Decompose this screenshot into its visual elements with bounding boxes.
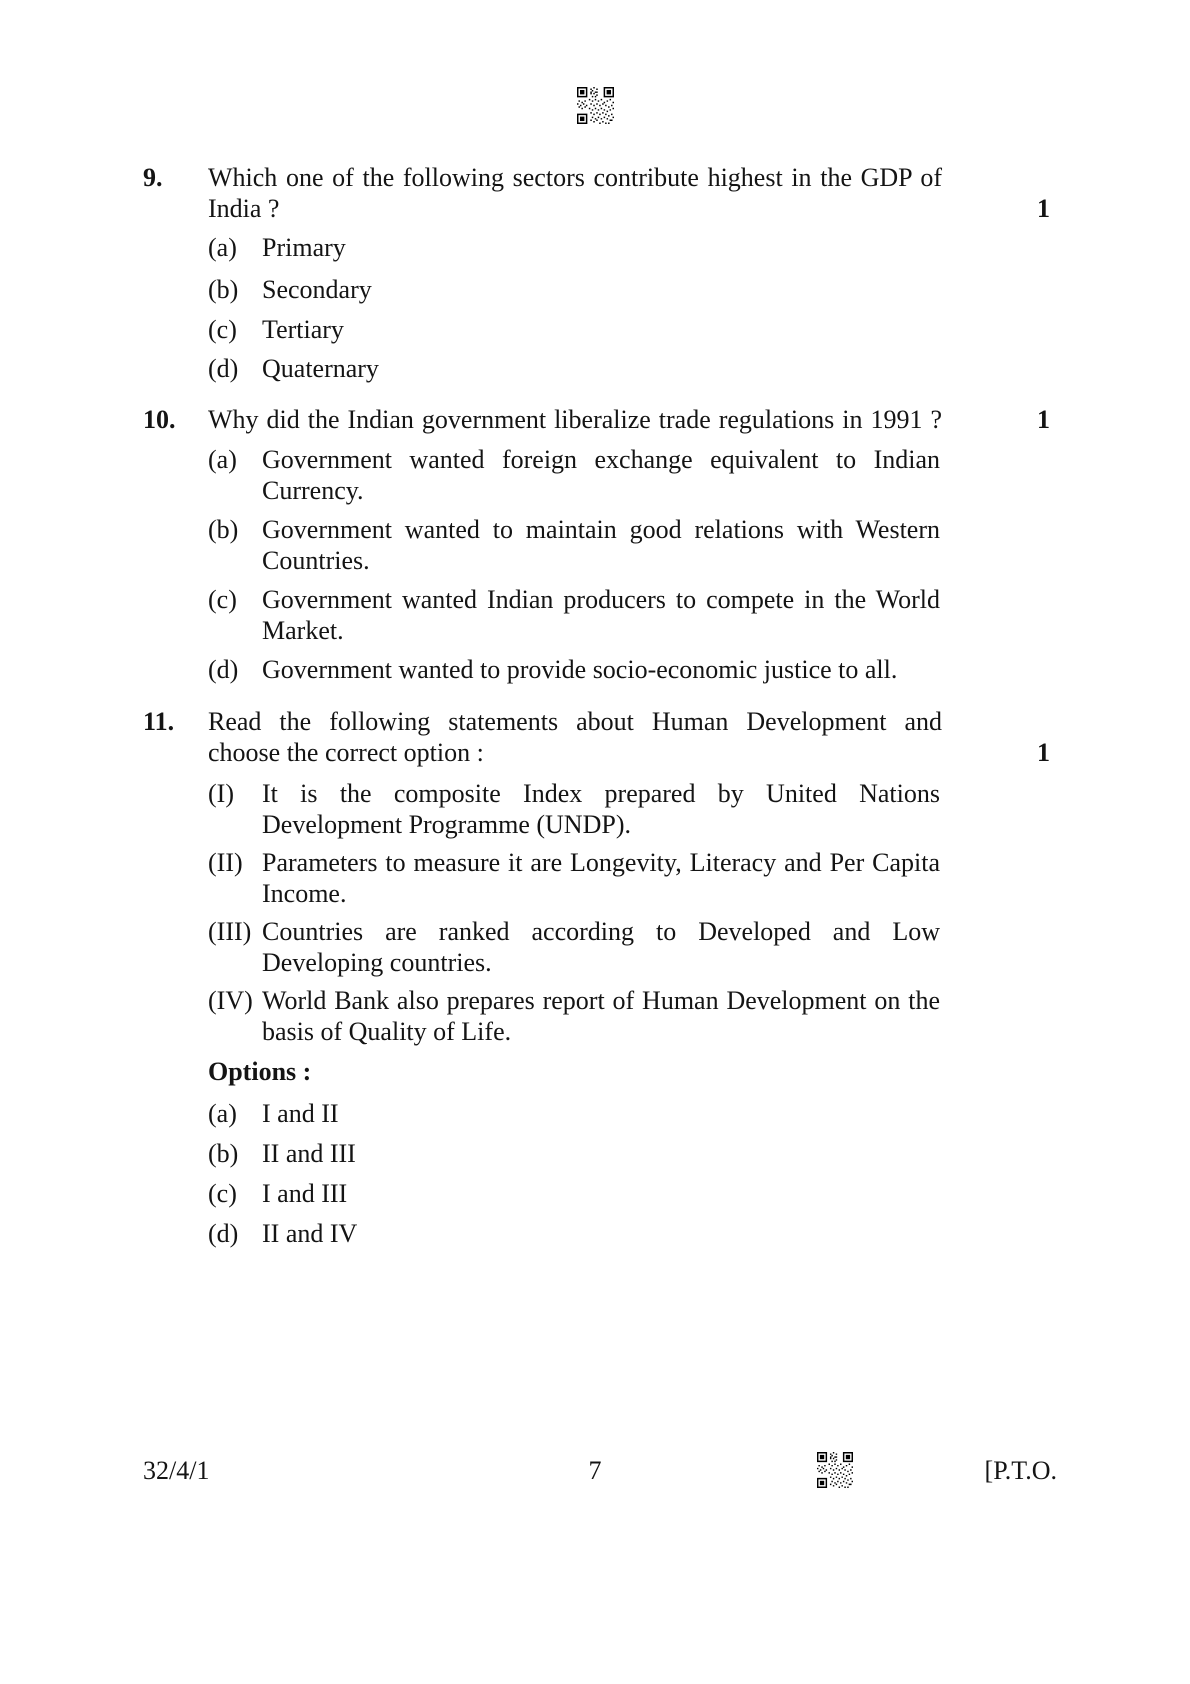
option-row-b bbox=[208, 274, 940, 305]
statement-row-1 bbox=[208, 778, 940, 840]
qr-code-top-icon bbox=[577, 87, 614, 124]
statement-label: (II) bbox=[208, 848, 243, 877]
option-text-line: Government wanted to maintain good relations with Western bbox=[262, 515, 940, 544]
option-text: Tertiary bbox=[262, 315, 344, 344]
question-9-number: 9. bbox=[143, 163, 163, 192]
option-label: (d) bbox=[208, 1219, 239, 1248]
option-label: (d) bbox=[208, 354, 239, 383]
option-row-d bbox=[208, 353, 940, 384]
statement-text-line: basis of Quality of Life. bbox=[262, 1017, 512, 1046]
option-text-line: Countries. bbox=[262, 546, 370, 575]
option-label: (a) bbox=[208, 233, 237, 262]
stem-line: choose the correct option : bbox=[208, 738, 484, 767]
question-10-number: 10. bbox=[143, 405, 176, 434]
option-row-d bbox=[208, 1218, 940, 1249]
statement-row-2 bbox=[208, 847, 940, 909]
option-text: II and IV bbox=[262, 1219, 358, 1248]
statement-text-line: Development Programme (UNDP). bbox=[262, 810, 631, 839]
statement-text-line: It is the composite Index prepared by United Nations bbox=[262, 779, 940, 808]
statement-text-line: Income. bbox=[262, 879, 347, 908]
option-label: (a) bbox=[208, 445, 237, 474]
option-row-c bbox=[208, 584, 940, 646]
option-row-b bbox=[208, 514, 940, 576]
option-label: (b) bbox=[208, 275, 239, 304]
stem-line: Why did the Indian government liberalize trade regulations in 1991 ? bbox=[208, 405, 942, 434]
statement-label: (IV) bbox=[208, 986, 253, 1015]
qr-code-bottom-icon bbox=[817, 1452, 853, 1488]
option-row-b bbox=[208, 1138, 940, 1169]
option-row-a bbox=[208, 1098, 940, 1129]
statement-text-line: World Bank also prepares report of Human Development on the bbox=[262, 986, 940, 1015]
option-row-a bbox=[208, 444, 940, 506]
statement-text-line: Developing countries. bbox=[262, 948, 492, 977]
pto-label: [P.T.O. bbox=[984, 1456, 1057, 1485]
statement-text-line: Countries are ranked according to Developed and Low bbox=[262, 917, 940, 946]
option-label: (c) bbox=[208, 585, 237, 614]
option-text: I and II bbox=[262, 1099, 339, 1128]
option-row-a bbox=[208, 232, 940, 263]
option-text: Primary bbox=[262, 233, 346, 262]
question-9-marks: 1 bbox=[1037, 194, 1050, 223]
question-10-stem bbox=[208, 404, 942, 435]
option-text: II and III bbox=[262, 1139, 356, 1168]
option-text-line: Government wanted to provide socio-economic justice to all. bbox=[262, 655, 898, 684]
option-label: (a) bbox=[208, 1099, 237, 1128]
question-11-number: 11. bbox=[143, 707, 175, 736]
option-text: Secondary bbox=[262, 275, 372, 304]
option-label: (b) bbox=[208, 515, 239, 544]
paper-code: 32/4/1 bbox=[143, 1456, 210, 1485]
statement-label: (I) bbox=[208, 779, 234, 808]
statement-text-line: Parameters to measure it are Longevity, Literacy and Per Capita bbox=[262, 848, 940, 877]
option-text: I and III bbox=[262, 1179, 348, 1208]
option-label: (c) bbox=[208, 315, 237, 344]
option-text: Quaternary bbox=[262, 354, 379, 383]
option-label: (c) bbox=[208, 1179, 237, 1208]
statement-row-3 bbox=[208, 916, 940, 978]
question-11-marks: 1 bbox=[1037, 738, 1050, 767]
option-row-d bbox=[208, 654, 940, 685]
option-label: (b) bbox=[208, 1139, 239, 1168]
option-text-line: Government wanted foreign exchange equivalent to Indian bbox=[262, 445, 940, 474]
stem-line: Which one of the following sectors contribute highest in the GDP of bbox=[208, 163, 942, 192]
stem-line: Read the following statements about Human Development and bbox=[208, 707, 942, 736]
option-text-line: Currency. bbox=[262, 476, 364, 505]
option-row-c bbox=[208, 1178, 940, 1209]
option-text-line: Market. bbox=[262, 616, 344, 645]
option-row-c bbox=[208, 314, 940, 345]
option-text-line: Government wanted Indian producers to compete in the World bbox=[262, 585, 940, 614]
statement-row-4 bbox=[208, 985, 940, 1047]
question-11-stem bbox=[208, 706, 942, 768]
option-label: (d) bbox=[208, 655, 239, 684]
options-heading: Options : bbox=[208, 1057, 312, 1086]
statement-label: (III) bbox=[208, 917, 252, 946]
stem-line: India ? bbox=[208, 194, 280, 223]
question-9-stem bbox=[208, 162, 942, 224]
question-10-marks: 1 bbox=[1037, 405, 1050, 434]
page-number: 7 bbox=[588, 1456, 602, 1485]
